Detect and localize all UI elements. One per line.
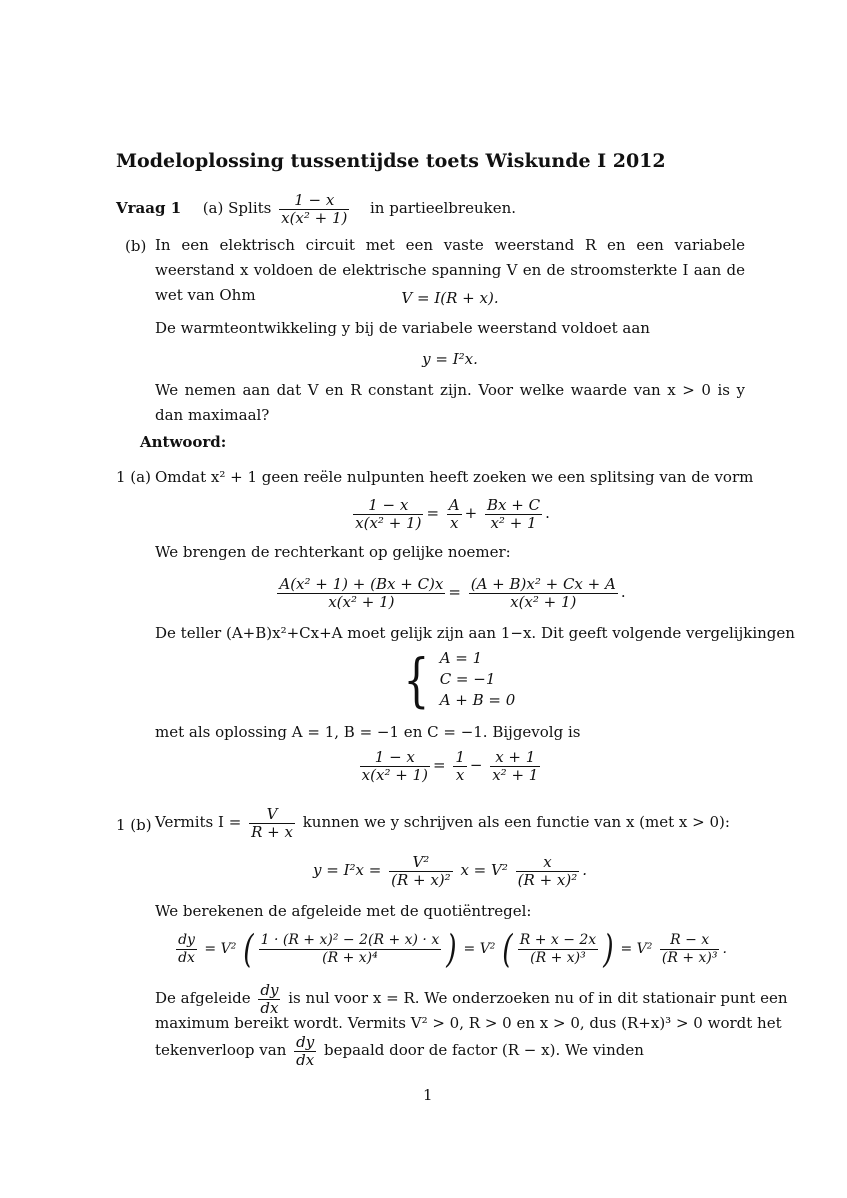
fraction: $\frac{x}{\text{(R + x)²}}$ [517,852,578,889]
fraction: $\frac{Bx + C}{\text{x² + 1}}$ [486,495,541,532]
fraction: $\frac{1 - x}{\text{x(x² + 1)}}$ [355,495,422,532]
part-label: (b) [125,237,147,255]
question-text: in partieelbreuken. [369,199,517,217]
left-brace: { [403,645,430,714]
equation: y = I²x. [422,350,478,368]
equation: V = I(R + x). [401,289,499,307]
page-title: Modeloplossing tussentijdse toets Wiskunde I 2012 [116,150,666,172]
equation: y = I²x = $\frac{\text{V²}}{\text{(R + x)²}}$ x = V² $\frac{x}{\text{(R + x)²}}$ . [312,852,588,889]
fraction: $\frac{\text{1 · (R + x)² − 2(R + x) · x}}{\text{(R + x)⁴}}$ [260,931,440,966]
answer-label: 1 (b) [116,816,152,834]
question-paragraph: De warmteontwikkeling y bij de variabele weerstand voldoet aan [155,319,650,337]
fraction: $\frac{\text{(A + B)x² + Cx + A}}{\text{x(x² + 1)}}$ [470,574,616,611]
equation-system [398,645,516,714]
fraction: $\frac{R - x}{\text{(R + x)³}}$ [661,931,718,966]
fraction-denominator: x(x² + 1) [281,208,348,227]
fraction: $\frac{A}{x}$ [448,495,460,532]
answer-text: tekenverloop van $\frac{dy}{dx}$ bepaald door de factor (R − x). We vinden [155,1032,644,1069]
fraction: $\frac{\text{A(x² + 1) + (Bx + C)x}}{\text{x(x² + 1)}}$ [279,574,444,611]
equation: $\frac{dy}{dx}$ = V² ( $\frac{\text{1 · (R + x)² − 2(R + x) · x}}{\text{(R + x)⁴}}$ ) = V² ( $\frac{R + x - 2x}{\text{(R + x)³}}$ ) = V² $\frac{R - x}{\text{(R + x)³}}$ . [178,927,727,971]
question-paragraph: We nemen aan dat V en R constant zijn. Voor welke waarde van x > 0 is y dan maximaal? [155,381,745,424]
answer-text: Vermits I = $\frac{V}{R + x}$ kunnen we y schrijven als een functie van x (met x > 0): [155,804,730,841]
answer-label: 1 (a) [116,468,151,486]
fraction: $\frac{1}{x}$ [455,747,465,784]
fraction: $\frac{dy}{dx}$ [296,1032,315,1069]
fraction: $\frac{V}{R + x}$ [251,804,293,841]
fraction: $\frac{dy}{dx}$ [260,980,279,1017]
answer-text: maximum bereikt wordt. Vermits V² > 0, R > 0 en x > 0, dus (R+x)³ > 0 wordt het [155,1014,782,1032]
fraction: $\frac{dy}{dx}$ [178,931,195,966]
question-1a [116,188,516,228]
answer-heading: Antwoord: [140,433,227,451]
system-lines: A = 1 C = −1 A + B = 0 [439,649,516,709]
equation: $\frac{1 - x}{\text{x(x² + 1)}}$ = $\frac{1}{x}$ − $\frac{x + 1}{\text{x² + 1}}$ [361,747,539,784]
answer-text: met als oplossing A = 1, B = −1 en C = −1. Bijgevolg is [155,723,581,741]
page-number: 1 [423,1086,433,1104]
fraction: $\frac{\text{V²}}{\text{(R + x)²}}$ [391,852,451,889]
part-label: (a) [202,199,224,217]
question-text: Splits [228,199,272,217]
answer-text: De teller (A+B)x²+Cx+A moet gelijk zijn aan 1−x. Dit geeft volgende vergelijkingen [155,624,795,642]
fraction-numerator: 1 − x [279,192,349,210]
equation: $\frac{1 - x}{\text{x(x² + 1)}}$ = $\frac{A}{x}$ + $\frac{Bx + C}{\text{x² + 1}}$ . [355,495,550,532]
answer-text: Omdat x² + 1 geen reële nulpunten heeft zoeken we een splitsing van de vorm [155,468,754,486]
question-paragraph: In een elektrisch circuit met een vaste weerstand R en een variabele weerstand x voldoen de elektrische spanning V en de stroomsterkte I aan de wet van Ohm [155,236,745,304]
question-label: Vraag 1 [116,199,182,217]
fraction [279,192,349,227]
answer-text: De afgeleide $\frac{dy}{dx}$ is nul voor x = R. We onderzoeken nu of in dit stationair punt een [155,980,788,1017]
equation: $\frac{\text{A(x² + 1) + (Bx + C)x}}{\text{x(x² + 1)}}$ = $\frac{\text{(A + B)x² + Cx + A}}{\text{x(x² + 1)}}$ . [279,574,626,611]
answer-text: We brengen de rechterkant op gelijke noemer: [155,543,511,561]
fraction: $\frac{x + 1}{\text{x² + 1}}$ [492,747,539,784]
fraction: $\frac{1 - x}{\text{x(x² + 1)}}$ [361,747,428,784]
answer-text: We berekenen de afgeleide met de quotiëntregel: [155,902,532,920]
fraction: $\frac{R + x - 2x}{\text{(R + x)³}}$ [519,931,597,966]
